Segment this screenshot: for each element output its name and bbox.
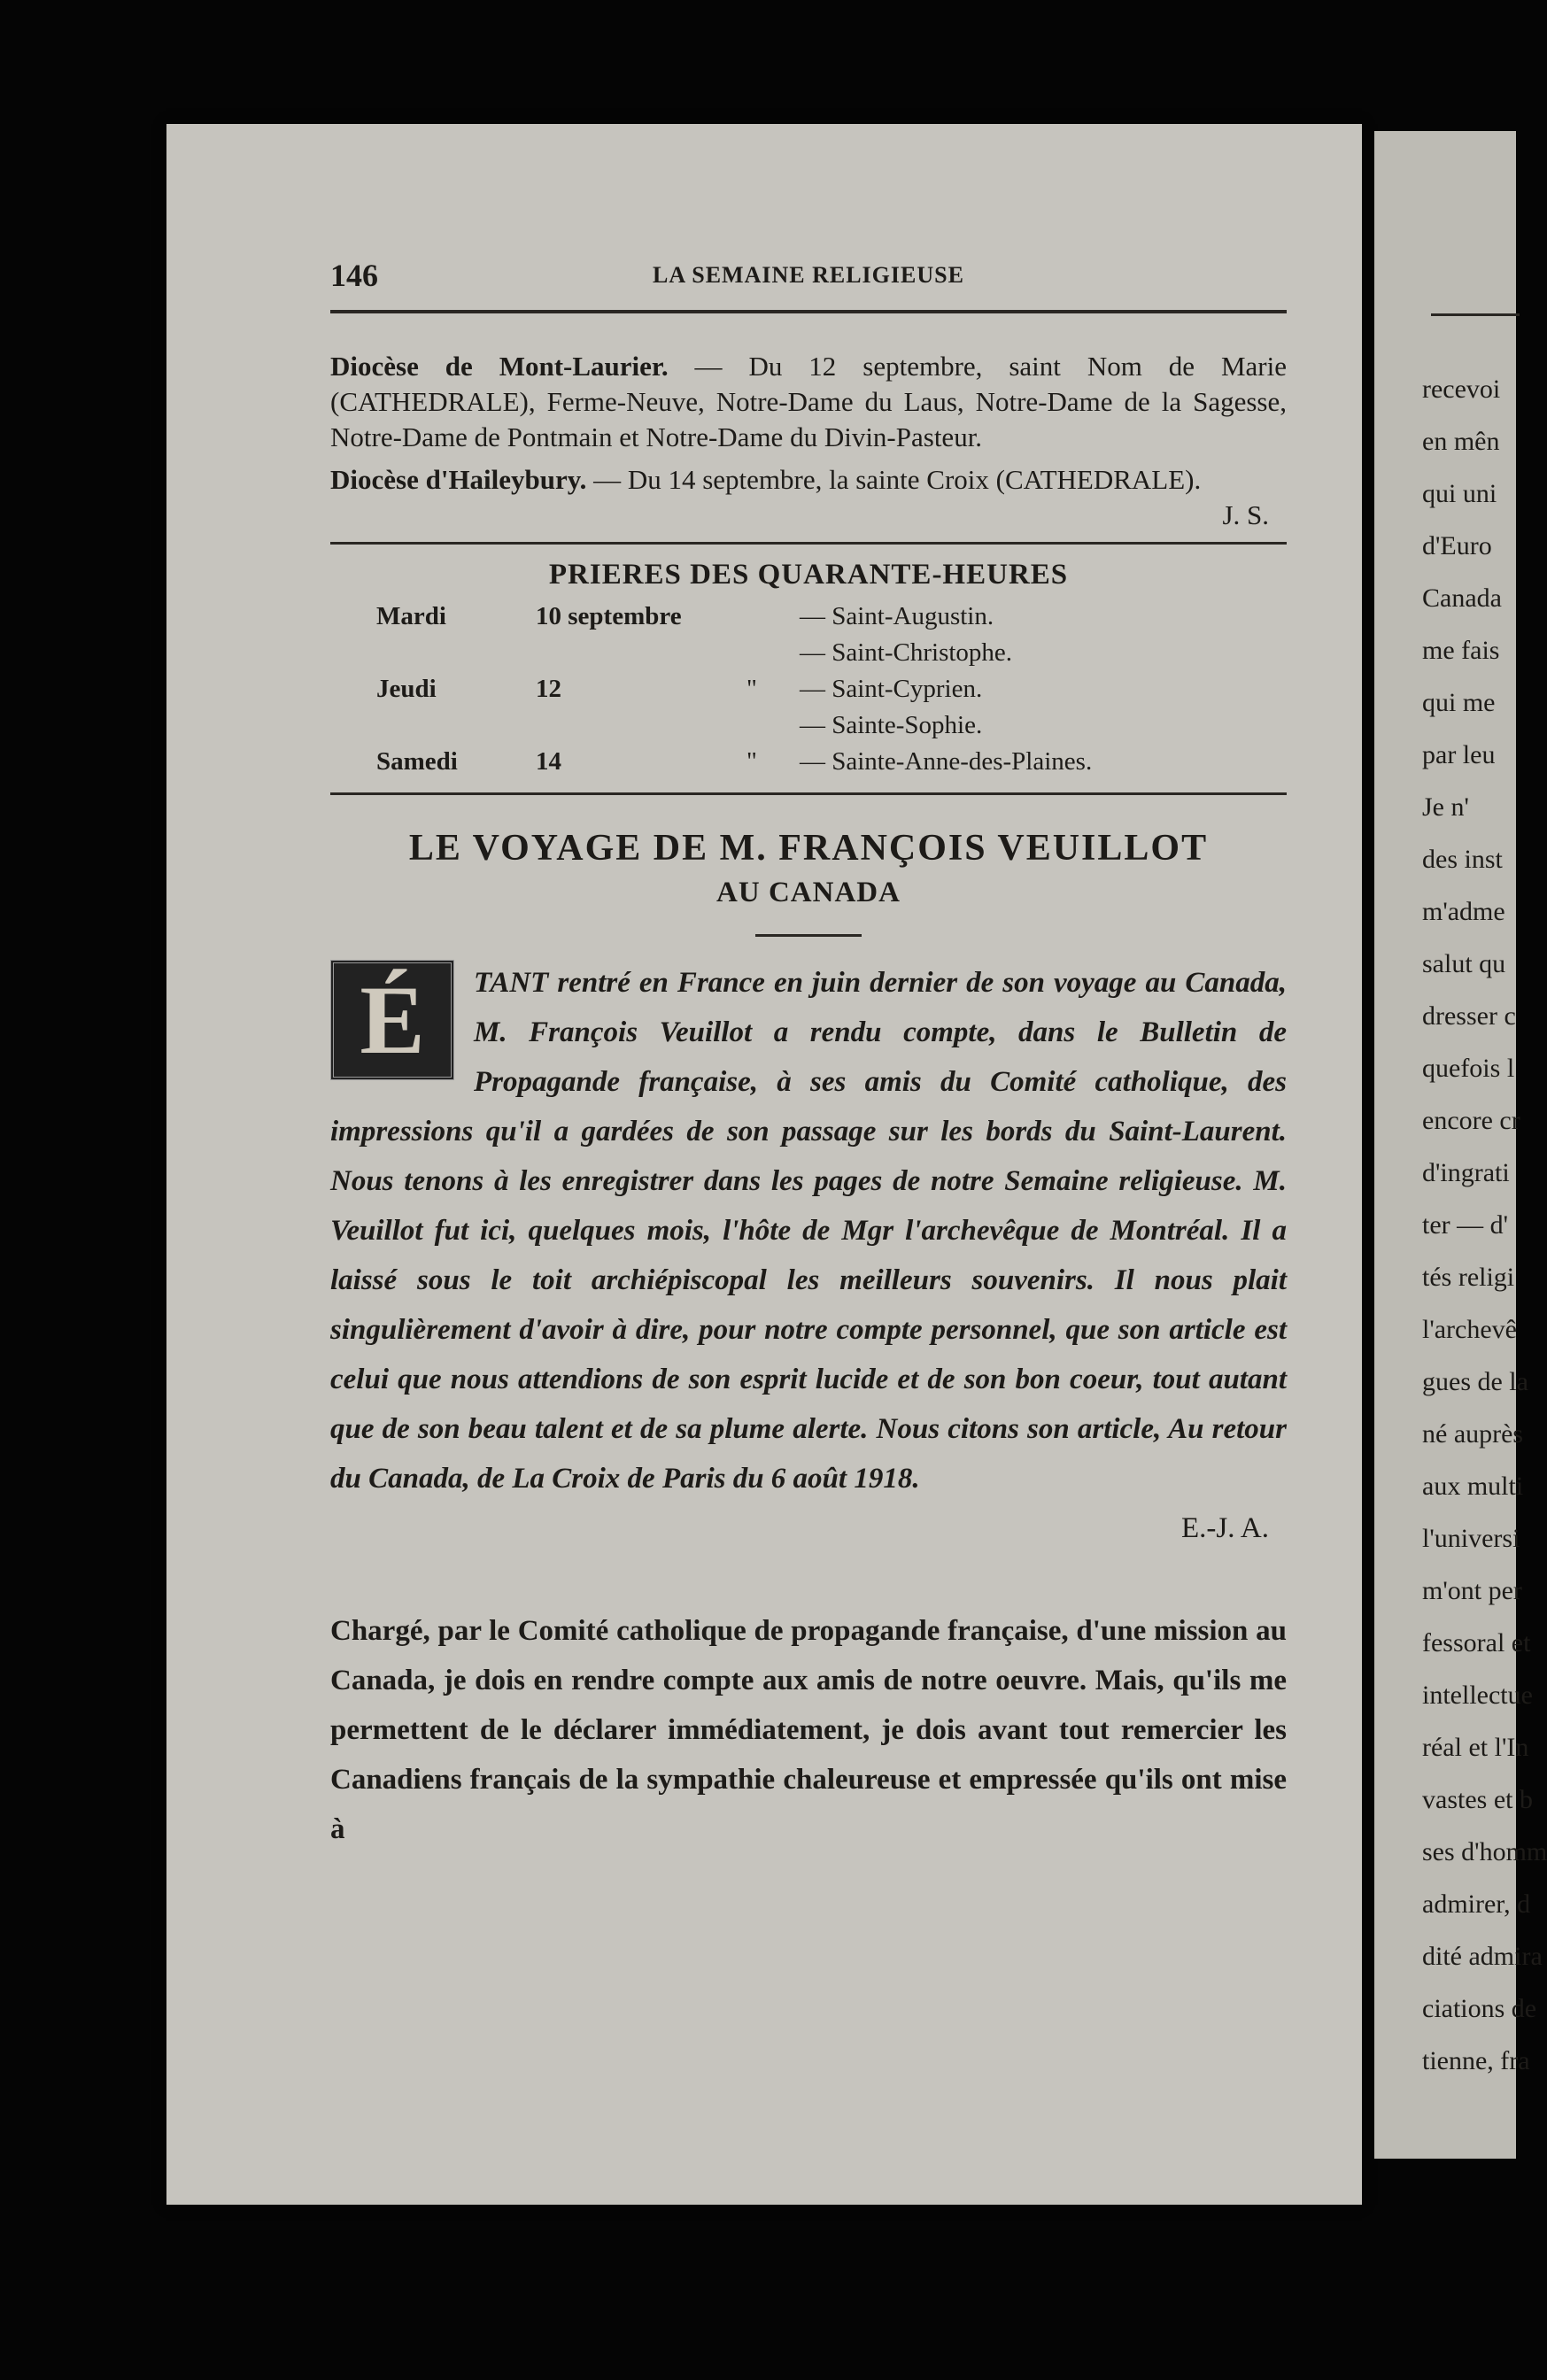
prayer-saint: — Saint-Cyprien. [800,675,983,703]
book-page [166,124,1362,2205]
adjacent-line: quefois l [1422,1054,1515,1083]
article-intro-text: TANT rentré en France en juin dernier de son voyage au Canada, M. François Veuillot a rendu compte, dans le Bulletin de Propagande française, à ses amis du Comité catholique, des impressions qu'il a gardées de son passage sur les bords du Saint-Laurent. Nous tenons à les enregistrer dans les pages de notre Semaine religieuse. M. Veuillot fut ici, quelques mois, l'hôte de Mgr l'archevêque de Montréal. Il a laissé sous le toit archiépiscopal les meilleurs souvenirs. Il nous plait singulièrement d'avoir à dire, pour notre compte personnel, que son article est celui que nous attendions de son esprit lucide et de son bon coeur, tout autant que de son beau talent et de sa plume alerte. Nous citons son article, Au retour du Canada, de La Croix de Paris du 6 août 1918. [330,967,1287,1495]
adjacent-line: ter — d' [1422,1210,1509,1240]
adjacent-line: d'ingrati [1422,1158,1510,1187]
running-head [330,257,1287,310]
adjacent-line: encore cr [1422,1106,1520,1135]
diocese-entry [330,349,1287,455]
adjacent-line: en mên [1422,427,1500,456]
prayer-day: Samedi [376,747,458,776]
prayer-saint: — Sainte-Anne-des-Plaines. [800,747,1093,776]
adjacent-line: tés religi [1422,1263,1515,1292]
prayer-ditto: " [746,747,757,776]
diocese-text: — Du 14 septembre, la sainte Croix (CATHEDRALE). [586,464,1202,495]
adjacent-line: salut qu [1422,949,1506,978]
prayer-date [536,707,746,744]
adjacent-line: vastes et b [1422,1785,1533,1814]
adjacent-page-text [1422,363,1547,2087]
adjacent-line: ses d'homm [1422,1837,1547,1866]
adjacent-line: tienne, fra [1422,2046,1530,2075]
adjacent-line: réal et l'In [1422,1733,1529,1762]
editor-initials: E.-J. A. [1181,1512,1269,1544]
adjacent-line: intellectue [1422,1681,1533,1710]
diocese-entry [330,462,1287,498]
signature-line [330,498,1287,533]
diocese-announcements [330,349,1287,533]
prayer-day: Jeudi [376,675,437,703]
article-body: Chargé, par le Comité catholique de propagande française, d'une mission au Canada, je dois en rendre compte aux amis de notre oeuvre. Mais, qu'ils me permettent de le déclarer immédiatement, je dois avant tout remercier les Canadiens français de la sympathie chaleureuse et empressée qu'ils ont mise à [330,1615,1287,1845]
page-number: 146 [330,258,378,293]
adjacent-header-rule [1431,313,1520,316]
section-rule [330,542,1287,545]
prayer-row [330,744,1287,780]
running-title: LA SEMAINE RELIGIEUSE [653,262,964,288]
prayer-ditto [746,599,800,635]
adjacent-line: qui uni [1422,479,1497,508]
prayer-row [330,599,1287,635]
adjacent-line: Canada [1422,583,1502,613]
drop-cap: É [330,960,454,1080]
prayer-saint: — Saint-Augustin. [800,602,994,630]
prayer-date: 12 [536,675,561,703]
adjacent-line: aux multi [1422,1472,1524,1501]
prayer-day [330,707,536,744]
prayer-date: 14 [536,747,561,776]
adjacent-line: l'archevê [1422,1315,1517,1344]
prayer-date [536,635,746,671]
prayer-row [330,671,1287,707]
header-rule [330,310,1287,313]
article-subtitle: AU CANADA [716,877,901,908]
prayer-row [330,635,1287,671]
prayers-title: PRIERES DES QUARANTE-HEURES [548,559,1069,591]
adjacent-line: admirer, d [1422,1889,1531,1919]
adjacent-line: fessoral et [1422,1628,1531,1658]
diocese-text: — Du 12 septembre, saint Nom de Marie (CATHEDRALE), Ferme-Neuve, Notre-Dame du Laus, Notre-Dame de la Sagesse, Notre-Dame de Pontmain et Notre-Dame du Divin-Pasteur. [330,351,1287,452]
prayer-ditto [746,707,800,744]
section-rule [330,792,1287,795]
page-content [330,257,1287,1883]
article-intro [330,958,1287,1503]
adjacent-line: m'ont per [1422,1576,1522,1605]
diocese-name: Diocèse de Mont-Laurier. [330,351,669,382]
prayers-section [330,559,1287,780]
adjacent-line: l'universi [1422,1524,1520,1553]
adjacent-line: dité admira [1422,1942,1543,1971]
prayer-saint: — Saint-Christophe. [800,638,1013,667]
prayer-day [330,635,536,671]
prayer-row [330,707,1287,744]
adjacent-page-edge [1374,131,1547,2159]
title-rule [755,934,862,937]
article-title: LE VOYAGE DE M. FRANÇOIS VEUILLOT [408,828,1209,869]
adjacent-line: ciations de [1422,1994,1537,2023]
prayer-saint: — Sainte-Sophie. [800,711,983,739]
adjacent-line: né auprès [1422,1419,1524,1449]
adjacent-line: qui me [1422,688,1496,717]
signature: J. S. [1222,499,1269,530]
diocese-name: Diocèse d'Haileybury. [330,464,587,495]
adjacent-line: dresser c [1422,1001,1516,1031]
adjacent-line: d'Euro [1422,531,1492,560]
adjacent-line: recevoi [1422,375,1501,404]
prayer-day: Mardi [376,602,446,630]
prayer-ditto: " [746,675,757,703]
prayer-ditto [746,635,800,671]
prayer-date: 10 septembre [536,602,682,630]
adjacent-line: me fais [1422,636,1500,665]
adjacent-line: des inst [1422,845,1503,874]
adjacent-line: m'adme [1422,897,1505,926]
adjacent-line: par leu [1422,740,1496,769]
adjacent-line: gues de la [1422,1367,1528,1396]
adjacent-line: Je n' [1422,792,1469,822]
